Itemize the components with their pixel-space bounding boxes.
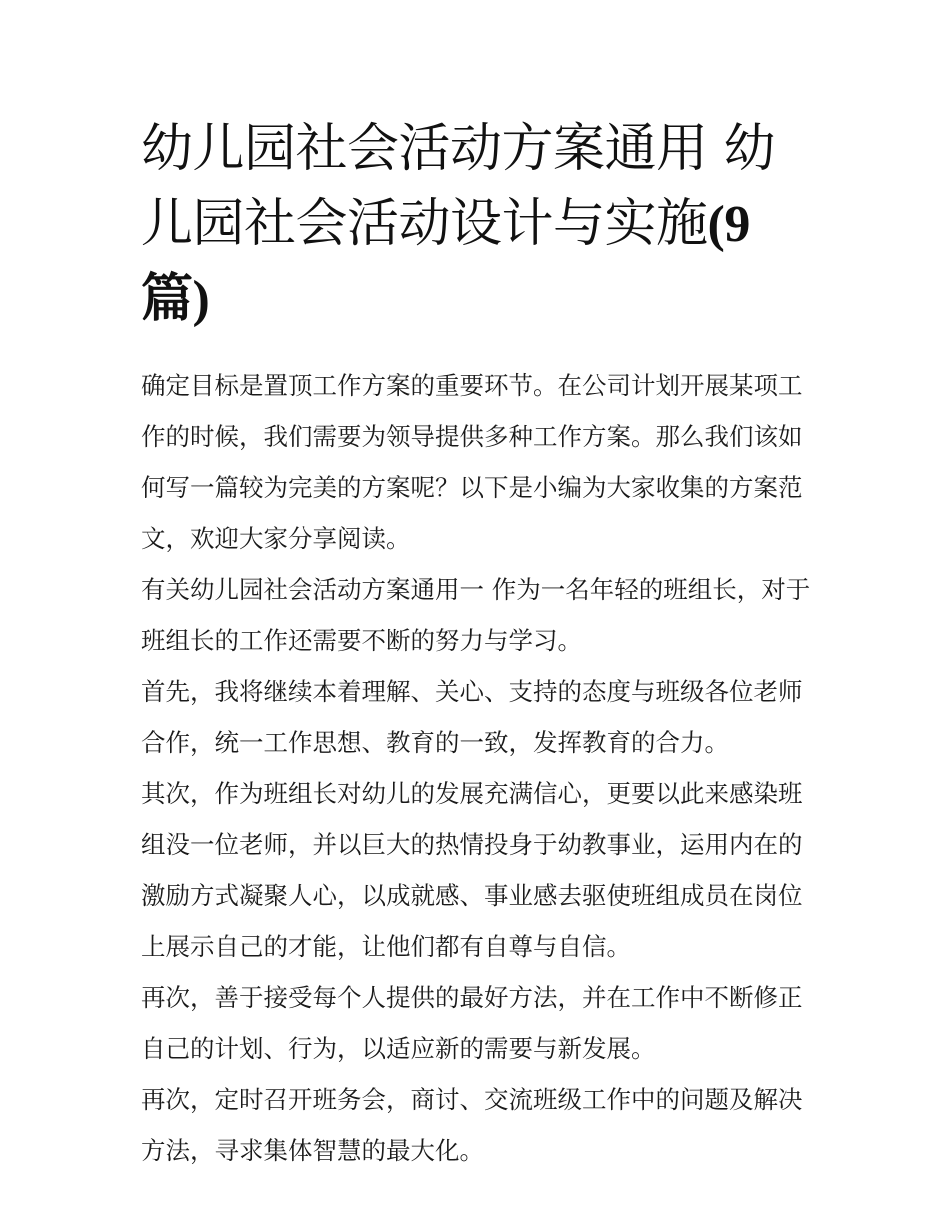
paragraph-section-one: 有关幼儿园社会活动方案通用一 作为一名年轻的班组长，对于班组长的工作还需要不断的努力与学习。 — [141, 575, 811, 655]
paragraph-fourth-point: 再次，定时召开班务会，商讨、交流班级工作中的问题及解决方法，寻求集体智慧的最大化。 — [141, 1085, 803, 1165]
document-title-count: (9篇) — [141, 196, 750, 328]
paragraph-third-point: 再次，善于接受每个人提供的最好方法，并在工作中不断修正自己的计划、行为，以适应新的需要与新发展。 — [141, 983, 803, 1063]
paragraph-first-point: 首先，我将继续本着理解、关心、支持的态度与班级各位老师合作，统一工作思想、教育的一致，发挥教育的合力。 — [141, 677, 803, 757]
document-title-text: 幼儿园社会活动方案通用 幼儿园社会活动设计与实施 — [141, 119, 776, 254]
document-title — [141, 112, 813, 337]
paragraph-second-point: 其次，作为班组长对幼儿的发展充满信心，更要以此来感染班组没一位老师，并以巨大的热情投身于幼教事业，运用内在的激励方式凝聚人心，以成就感、事业感去驱使班组成员在岗位上展示自己的才能，让他们都有自尊与自信。 — [141, 779, 803, 961]
document-body — [141, 112, 813, 1176]
paragraph-intro: 确定目标是置顶工作方案的重要环节。在公司计划开展某项工作的时候，我们需要为领导提供多种工作方案。那么我们该如何写一篇较为完美的方案呢？以下是小编为大家收集的方案范文，欢迎大家分享阅读。 — [141, 371, 803, 553]
